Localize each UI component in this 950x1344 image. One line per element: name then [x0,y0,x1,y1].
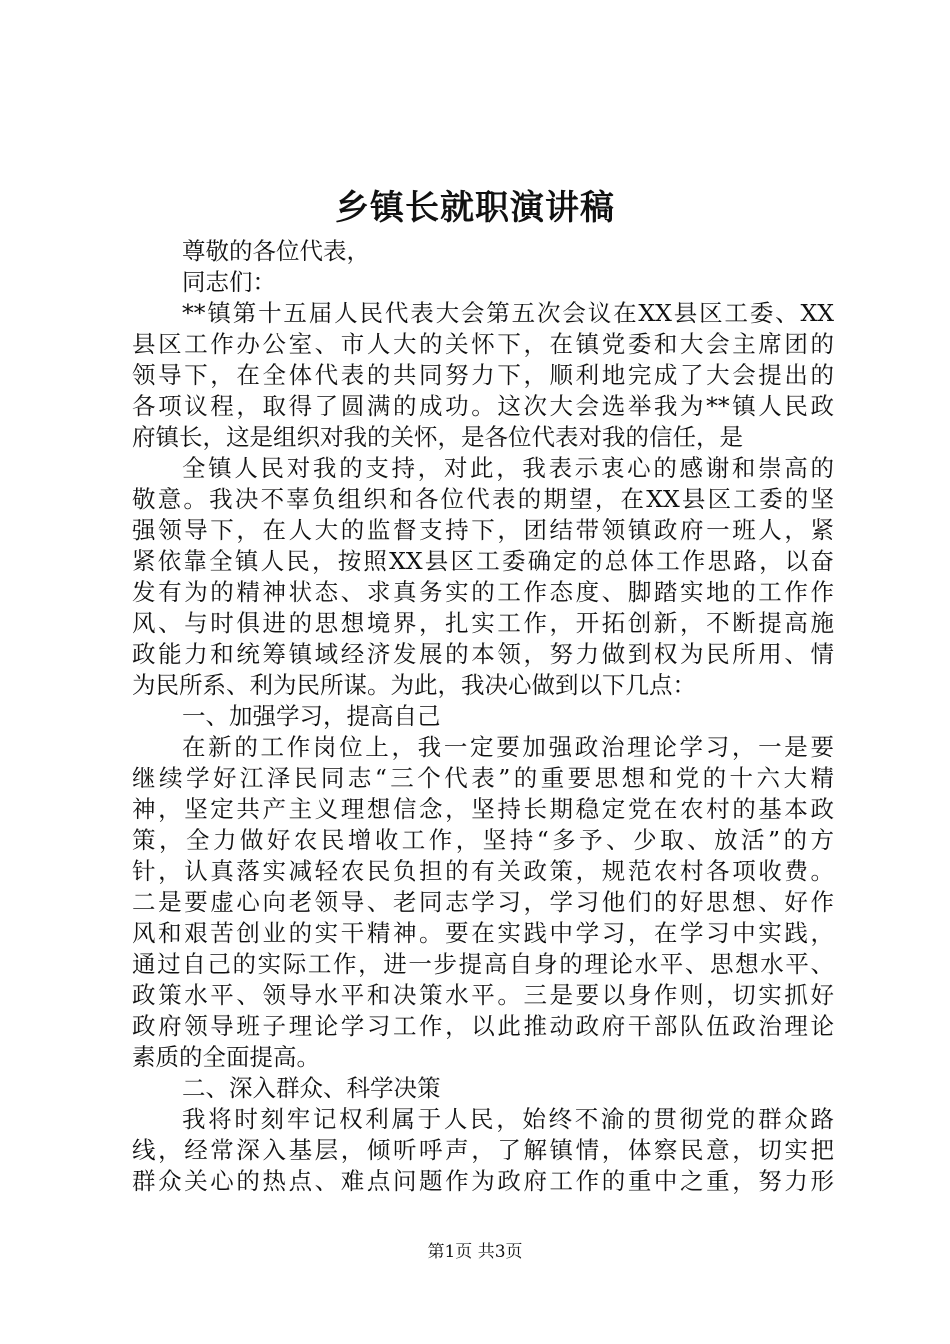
page-title: 乡镇长就职演讲稿 [335,188,615,228]
paragraph-line: 风和艰苦创业的实干精神。要在实践中学习，在学习中实践， [132,919,834,947]
paragraph-line: **镇第十五届人民代表大会第五次会议在XX县区工委、XX [182,299,834,327]
paragraph-line: 政策水平、领导水平和决策水平。三是要以身作则，切实抓好 [132,981,834,1009]
paragraph-line: 府镇长，这是组织对我的关怀，是各位代表对我的信任，是 [132,423,743,451]
paragraph-line: 通过自己的实际工作，进一步提高自身的理论水平、思想水平、 [132,950,834,978]
paragraph-line: 强领导下，在人大的监督支持下，团结带领镇政府一班人，紧 [132,516,834,544]
paragraph-line: 群众关心的热点、难点问题作为政府工作的重中之重，努力形 [132,1167,834,1195]
paragraph-line: 风、与时俱进的思想境界，扎实工作，开拓创新，不断提高施 [132,609,834,637]
paragraph-line: 紧依靠全镇人民，按照XX县区工委确定的总体工作思路，以奋 [132,547,834,575]
paragraph-line: 我将时刻牢记权利属于人民，始终不渝的贯彻党的群众路 [182,1105,834,1133]
paragraph-line: 神，坚定共产主义理想信念，坚持长期稳定党在农村的基本政 [132,795,834,823]
paragraph-line: 继续学好江泽民同志“三个代表”的重要思想和党的十六大精 [132,764,834,792]
paragraph-line: 素质的全面提高。 [132,1043,320,1071]
paragraph-line: 全镇人民对我的支持，对此，我表示衷心的感谢和崇高的 [182,454,834,482]
paragraph-line: 在新的工作岗位上，我一定要加强政治理论学习，一是要 [182,733,834,761]
paragraph-line: 为民所系、利为民所谋。为此，我决心做到以下几点： [132,671,696,699]
paragraph-line: 政府领导班子理论学习工作，以此推动政府干部队伍政治理论 [132,1012,834,1040]
paragraph-line: 线，经常深入基层，倾听呼声，了解镇情，体察民意，切实把 [132,1136,834,1164]
paragraph-line: 县区工作办公室、市人大的关怀下，在镇党委和大会主席团的 [132,330,834,358]
paragraph-line: 各项议程，取得了圆满的成功。这次大会选举我为**镇人民政 [132,392,834,420]
paragraph-line: 领导下，在全体代表的共同努力下，顺利地完成了大会提出的 [132,361,834,389]
paragraph-line: 同志们： [182,268,276,296]
paragraph-line: 一、加强学习，提高自己 [182,702,441,730]
paragraph-line: 敬意。我决不辜负组织和各位代表的期望，在XX县区工委的坚 [132,485,834,513]
paragraph-line: 针，认真落实减轻农民负担的有关政策，规范农村各项收费。 [132,857,834,885]
paragraph-line: 二是要虚心向老领导、老同志学习，学习他们的好思想、好作 [132,888,834,916]
page-footer: 第1页 共3页 [427,1242,523,1262]
paragraph-line: 尊敬的各位代表， [182,237,370,265]
document-body [132,236,834,1197]
paragraph-line: 策，全力做好农民增收工作，坚持“多予、少取、放活”的方 [132,826,834,854]
paragraph-line: 发有为的精神状态、求真务实的工作态度、脚踏实地的工作作 [132,578,834,606]
paragraph-line: 政能力和统筹镇域经济发展的本领，努力做到权为民所用、情 [132,640,834,668]
paragraph-line: 二、深入群众、科学决策 [182,1074,441,1102]
